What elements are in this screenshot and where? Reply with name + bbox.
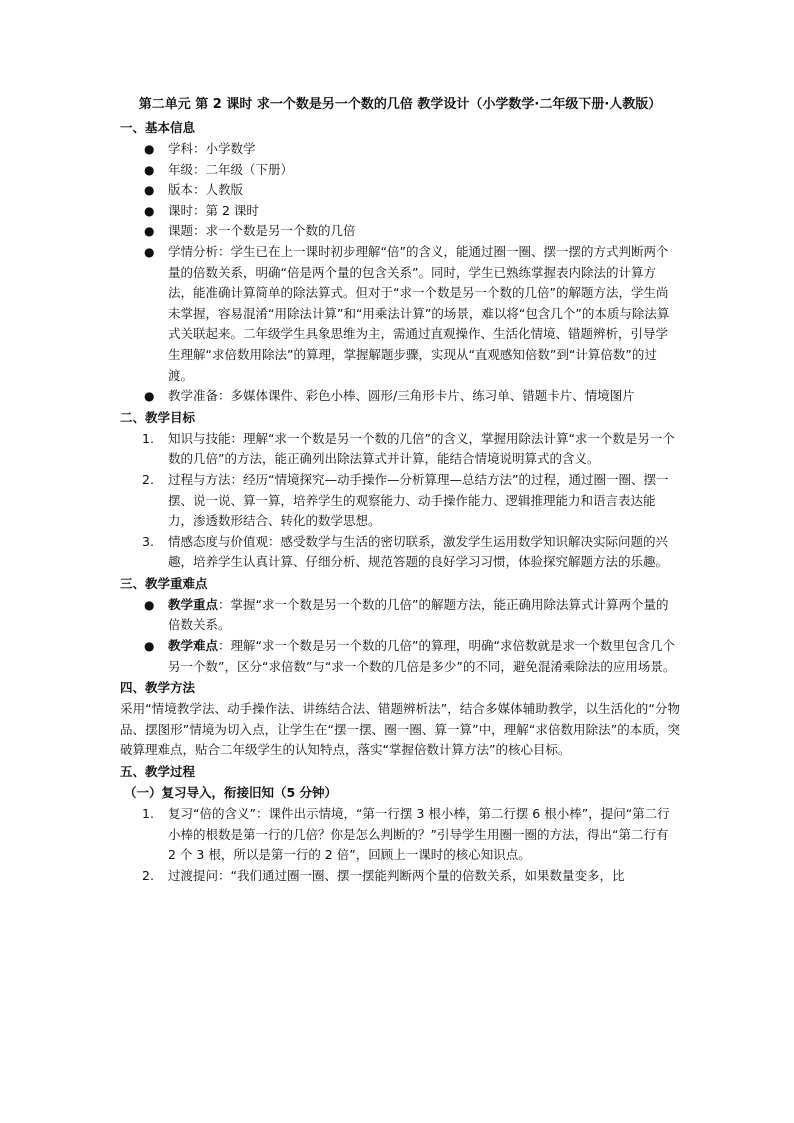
subsection-heading-review: （一）复习导入，衔接旧知（5 分钟） [124,785,338,801]
bullet-icon: ● [144,244,155,259]
key-points-list [120,595,680,677]
list-number: 1. [142,806,154,822]
basic-info-list [120,139,680,407]
list-item: ● 版本：人教版 [120,180,680,201]
bullet-icon: ● [144,142,155,156]
section-heading-key-points: 三、教学重难点 [120,575,208,591]
list-item: ● 教学准备：多媒体课件、彩色小棒、圆形/三角形卡片、练习单、错题卡片、情境图片 [120,386,680,407]
list-item: 1. 复习“倍的含义”：课件出示情境，“第一行摆 3 根小棒，第二行摆 6 根小棒”，提问“第二行小棒的根数是第一行的几倍？你是怎么判断的？”引导学生用圈一圈的方法，得出“第二行有 2 个 3 根，所以是第一行的 2 倍”，回顾上一课时的核心知识点。 [142,806,670,863]
list-item: 2. 过程与方法：经历“情境探究—动手操作—分析算理—总结方法”的过程，通过圈一圈、摆一摆、说一说、算一算，培养学生的观察能力、动手操作能力、逻辑推理能力和语言表达能力，渗透数形结合、转化的数学思想。 [142,471,669,529]
methods-paragraph: 采用“情境教学法、动手操作法、讲练结合法、错题辨析法”，结合多媒体辅助教学，以生活化的“分物品、摆图形”情境为切入点，让学生在“摆一摆、圈一圈、算一算”中，理解“求倍数用除法”的本质，突破算理难点，贴合二年级学生的认知特点，落实“掌握倍数计算方法”的核心目标。 [120,701,680,758]
list-item: ● 年级：二年级（下册） [120,160,680,181]
bullet-icon: ● [144,203,155,218]
bullet-icon: ● [144,183,155,198]
difficulty-label: 教学难点 [168,638,219,654]
page-title: 第二单元 第 2 课时 求一个数是另一个数的几倍 教学设计（小学数学·二年级下册·人教版） [138,97,662,112]
list-item: ● 学科：小学数学 [120,139,680,160]
list-number: 2. [142,471,154,487]
key-point-label: 教学重点 [168,596,219,612]
list-item: 1. 知识与技能：理解“求一个数是另一个数的几倍”的含义，掌握用除法计算“求一个数是另一个数的几倍”的方法，能正确列出除法算式并计算，能结合情境说明算式的含义。 [142,430,675,467]
bullet-icon: ● [144,389,155,404]
list-item: ● 课时：第 2 课时 [120,201,680,222]
bullet-icon: ● [144,224,155,239]
bullet-icon: ● [144,597,155,612]
goals-list [120,429,680,573]
document-page [120,94,680,886]
list-item: ● 教学重点：掌握“求一个数是另一个数的几倍”的解题方法，能正确用除法算式计算两个量的倍数关系。 [144,596,669,633]
list-item: 2. 过渡提问：“我们通过圈一圈、摆一摆能判断两个量的倍数关系，如果数量变多，比 [120,866,680,887]
section-heading-methods: 四、教学方法 [120,680,196,696]
process-list [120,804,680,886]
list-number: 2. [142,867,154,883]
section-heading-process: 五、教学过程 [120,764,196,780]
list-number: 3. [142,533,154,549]
list-item: ● 教学难点：理解“求一个数是另一个数的几倍”的算理，明确“求倍数就是求一个数里包含几个另一个数”，区分“求倍数”与“求一个数的几倍是多少”的不同，避免混淆乘除法的应用场景。 [144,638,676,674]
section-heading-goals: 二、教学目标 [120,409,196,425]
bullet-icon: ● [144,162,155,177]
list-item: ● 课题：求一个数是另一个数的几倍 [120,221,680,242]
list-item: 3. 情感态度与价值观：感受数学与生活的密切联系，激发学生运用数学知识解决实际问题的兴趣，培养学生认真计算、仔细分析、规范答题的良好学习习惯，体验探究解题方法的乐趣。 [142,533,669,570]
bullet-icon: ● [144,639,155,654]
section-heading-basic-info: 一、基本信息 [120,120,196,135]
list-item: ● 学情分析：学生已在上一课时初步理解“倍”的含义，能通过圈一圈、摆一摆的方式判断两个量的倍数关系，明确“倍是两个量的包含关系”。同时，学生已熟练掌握表内除法的计算方法，能准确计算简单的除法算式。但对于“求一个数是另一个数的几倍”的解题方法，学生尚未掌握，容易混淆“用除法计算”和“用乘法计算”的场景，难以将“包含几个”的本质与除法算式关联起来。二年级学生具象思维为主，需通过直观操作、生活化情境、错题辨析，引导学生理解“求倍数用除法”的算理，掌握解题步骤，实现从“直观感知倍数”到“计算倍数”的过渡。 [144,243,670,383]
list-number: 1. [142,430,154,446]
